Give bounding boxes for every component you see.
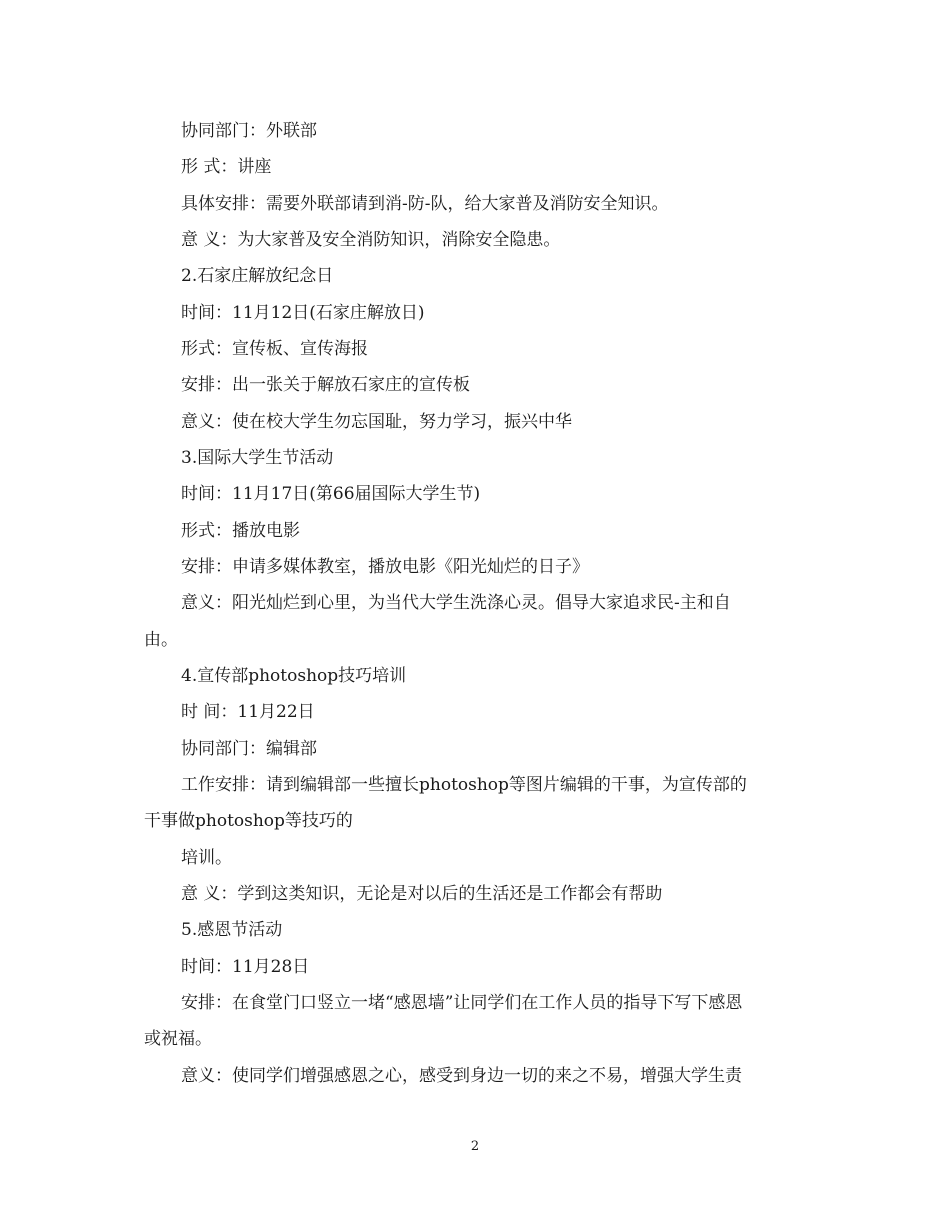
page-number: 2	[470, 1139, 480, 1154]
text-line: 协同部门：外联部	[181, 121, 317, 141]
text-line: 意义：阳光灿烂到心里，为当代大学生洗涤心灵。倡导大家追求民-主和自	[181, 593, 731, 613]
text-line: 形式：播放电影	[181, 521, 300, 541]
text-line: 具体安排：需要外联部请到消-防-队，给大家普及消防安全知识。	[181, 194, 669, 214]
text-line: 意义：使在校大学生勿忘国耻，努力学习，振兴中华	[181, 412, 572, 432]
section-heading: 5.感恩节活动	[181, 920, 283, 940]
text-line: 工作安排：请到编辑部一些擅长photoshop等图片编辑的干事，为宣传部的	[181, 775, 747, 795]
text-line-continuation: 或祝福。	[144, 1029, 212, 1049]
text-line: 安排：申请多媒体教室，播放电影《阳光灿烂的日子》	[181, 557, 589, 577]
text-line: 意 义：学到这类知识，无论是对以后的生活还是工作都会有帮助	[181, 884, 663, 904]
text-line: 安排：在食堂门口竖立一堵“感恩墙”让同学们在工作人员的指导下写下感恩	[181, 993, 743, 1013]
text-line: 时间：11月12日(石家庄解放日)	[181, 303, 425, 323]
text-line: 意 义：为大家普及安全消防知识，消除安全隐患。	[181, 230, 561, 250]
text-line: 协同部门：编辑部	[181, 739, 317, 759]
text-line: 形 式：讲座	[181, 157, 272, 177]
text-line: 意义：使同学们增强感恩之心，感受到身边一切的来之不易，增强大学生责	[181, 1066, 742, 1086]
text-line-continuation: 由。	[144, 630, 178, 650]
text-line: 安排：出一张关于解放石家庄的宣传板	[181, 375, 470, 395]
text-line: 时间：11月17日(第66届国际大学生节)	[181, 484, 481, 504]
text-line-continuation: 干事做photoshop等技巧的	[144, 811, 353, 831]
section-heading: 3.国际大学生节活动	[181, 448, 334, 468]
text-line: 时 间：11月22日	[181, 702, 315, 722]
text-line: 形式：宣传板、宣传海报	[181, 339, 368, 359]
section-heading: 2.石家庄解放纪念日	[181, 266, 334, 286]
text-line: 培训。	[181, 848, 232, 868]
text-line: 时间：11月28日	[181, 957, 310, 977]
section-heading: 4.宣传部photoshop技巧培训	[181, 666, 407, 686]
